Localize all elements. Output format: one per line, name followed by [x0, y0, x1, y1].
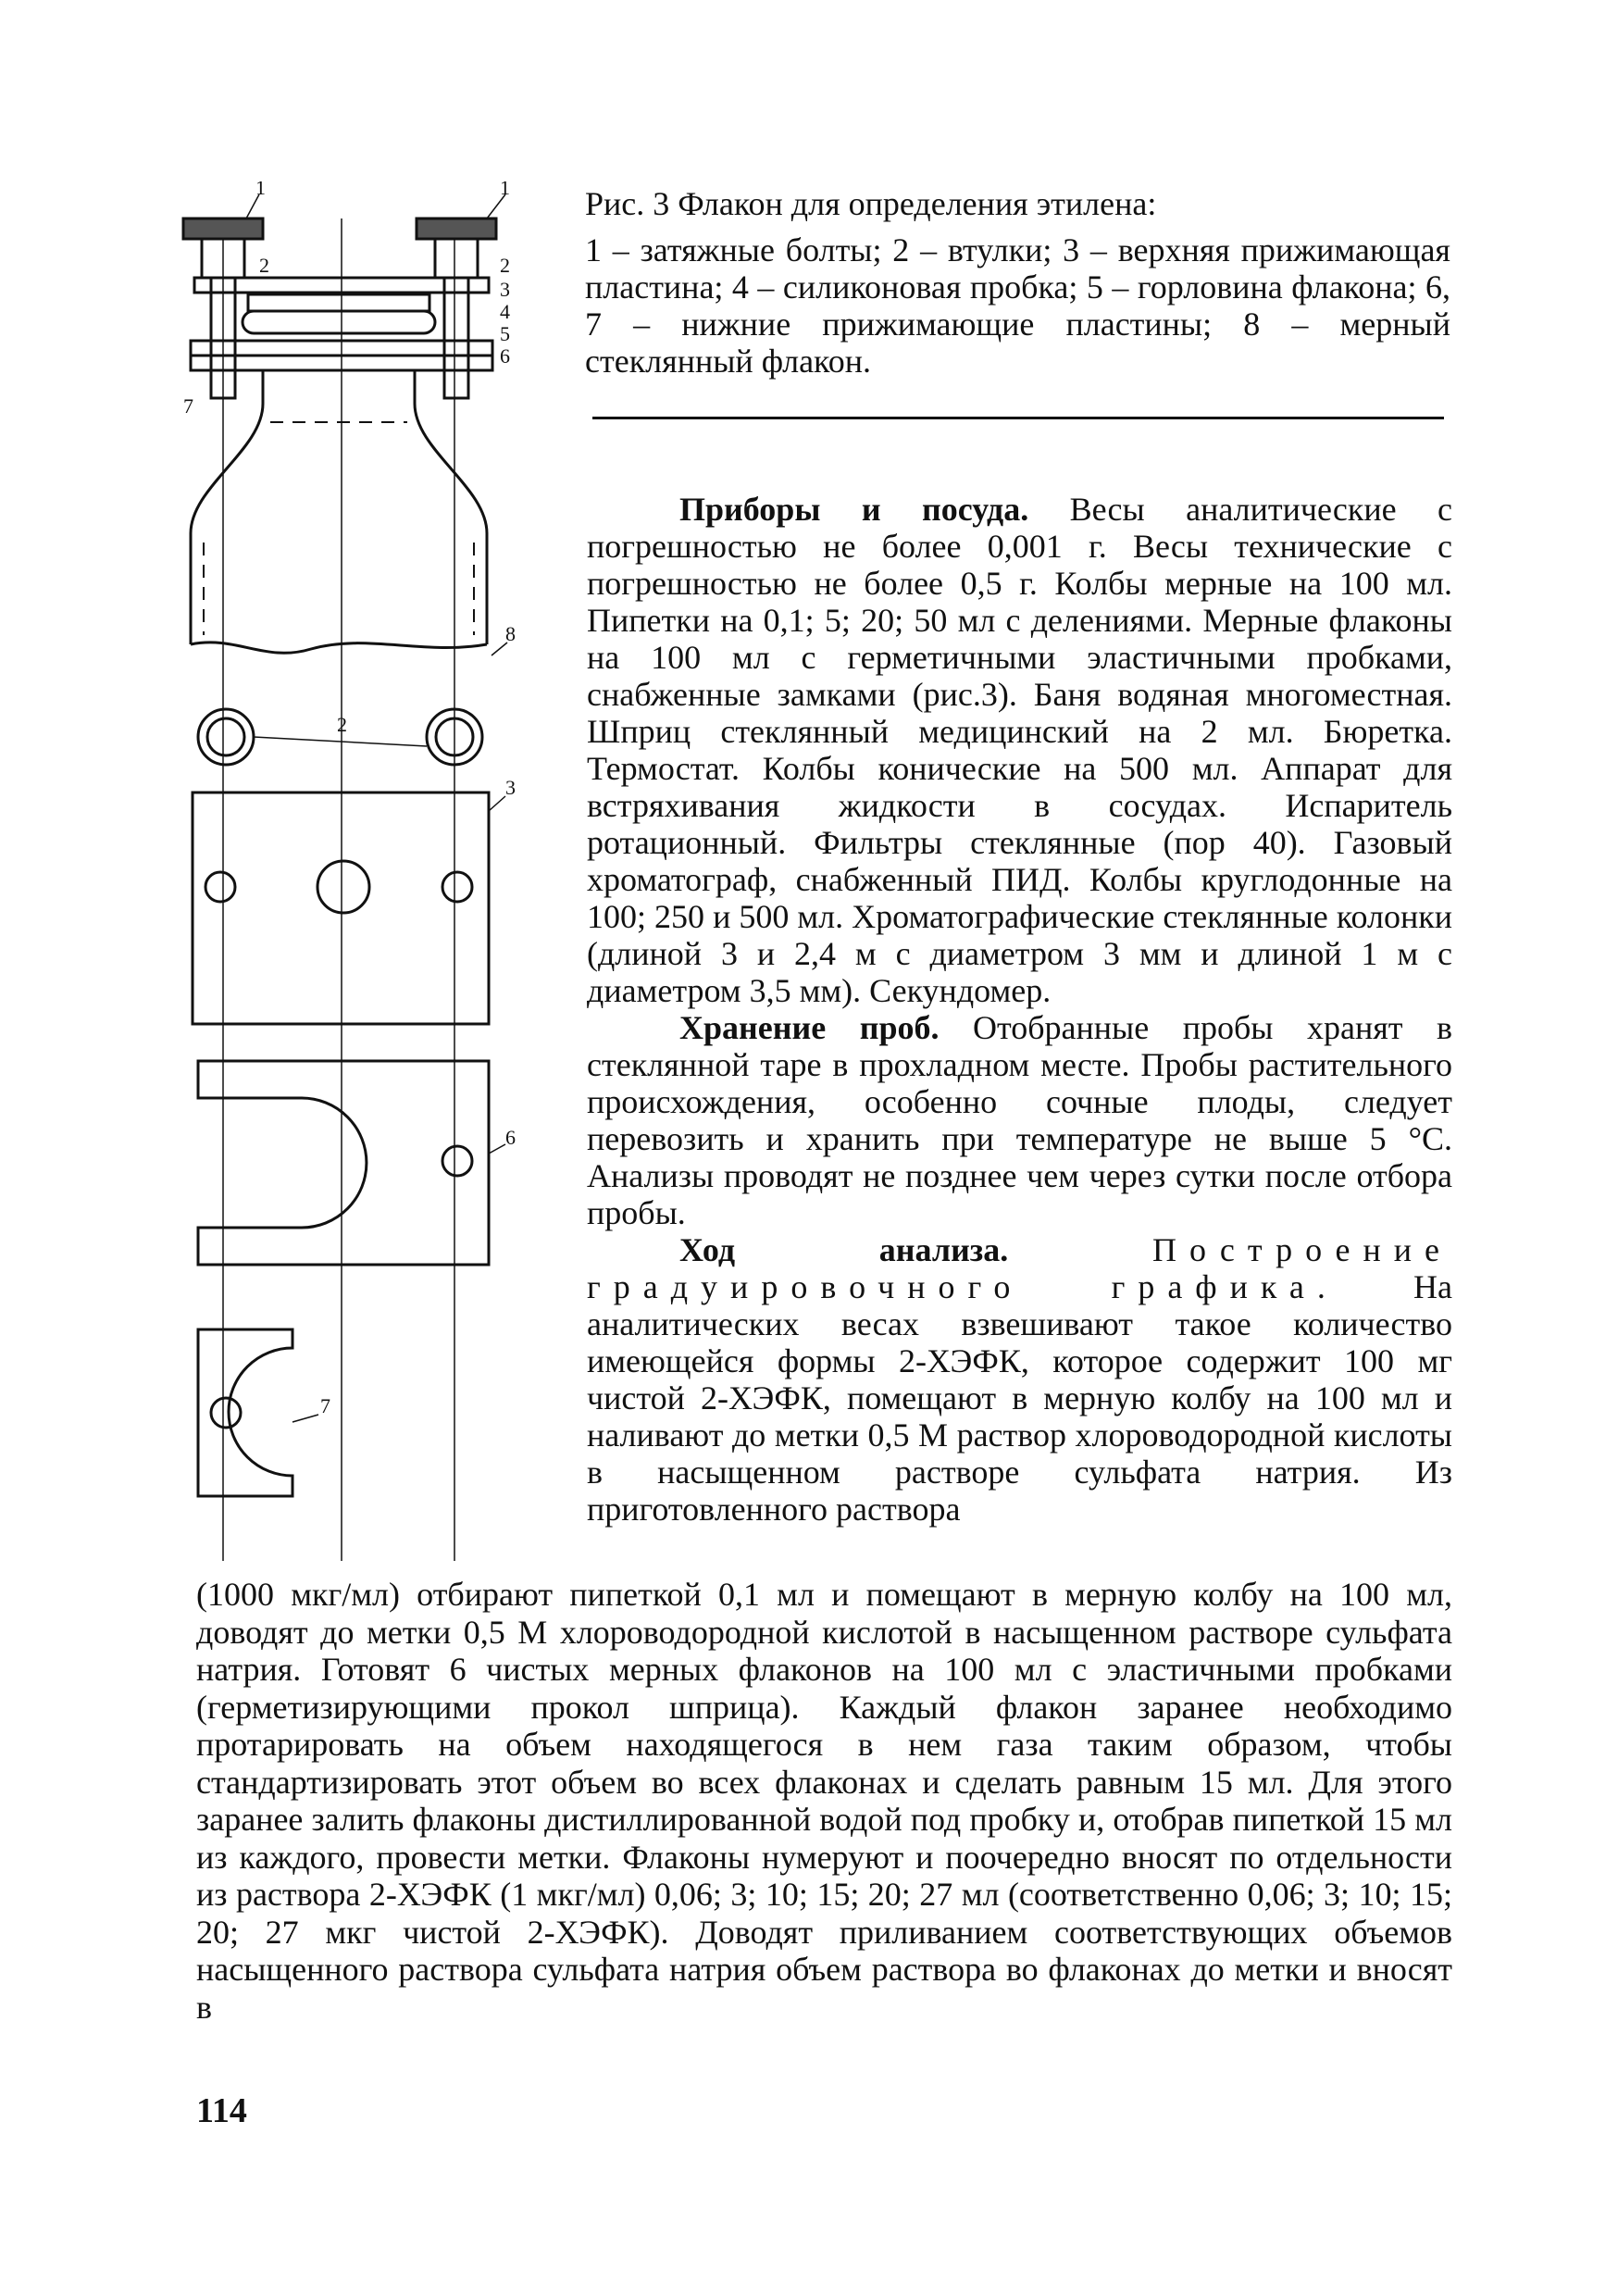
plate-3-hole-right: [442, 872, 472, 902]
equipment-text: Весы аналитические с погрешностью не более 0,001 г. Весы технические с погрешностью не более 0,5 г. Колбы мерные на 100 мл. Пипетки на 0,1; 5; 20; 50 мл с делениями. Мерные флаконы на 100 мл с герметичными эластичными пробками, снабженные замками (рис.3). Баня водяная многоместная. Шприц стеклянный медицинский на 2 мл. Бюретка. Термостат. Колбы конические на 500 мл. Аппарат для встряхивания жидкости в сосудах. Испаритель ротационный. Фильтры стеклянные (пор 40). Газовый хроматограф, снабженный ПИД. Колбы круглодонные на 100; 250 и 500 мл. Хроматографические стеклянные колонки (длиной 3 и 2,4 м с диаметром 3 мм и длиной 1 м с диаметром 3,5 мм). Секундомер.: [587, 491, 1453, 1009]
leader-6b: [489, 1144, 505, 1154]
vial-break-line: [191, 643, 487, 653]
label-3a: 3: [500, 278, 510, 301]
page-number: 114: [196, 2091, 247, 2130]
caption-title: Рис. 3 Флакон для определения этилена:: [585, 185, 1157, 222]
storage-text: Отобранные пробы хранят в стеклянной таре в прохладном месте. Пробы растительного происхождения, особенно сочные плоды, следует перевозить и хранить при температуре не выше 5 °С. Анализы проводят не позднее чем через сутки после отбора пробы.: [587, 1009, 1453, 1231]
plate-7-hole: [211, 1398, 241, 1428]
right-bushing: [435, 239, 478, 278]
analysis-text-full: (1000 мкг/мл) отбирают пипеткой 0,1 мл и помещают в мерную колбу на 100 мл, доводят до метки 0,5 М хлороводородной кислотой в насыщенном растворе сульфата натрия. Готовят 6 чистых мерных флаконов на 100 мл с эластичными пробками (герметизирующими прокол шприца). Каждый флакон заранее необходимо протарировать на объем находящегося в нем газа таким образом, чтобы стандартизировать этот объем во всех флаконах и сделать равным 15 мл. Для этого заранее залить флаконы дистиллированной водой под пробку и, отобрав пипеткой 15 мл из каждого, провести метки. Флаконы нумеруют и поочередно вносят по отдельности из раствора 2-ХЭФК (1 мкг/мл) 0,06; 3; 10; 15; 20; 27 мл (соответственно 0,06; 3; 10; 15; 20; 27 мкг чистой 2-ХЭФК). Доводят приливанием соответствующих объемов насыщенного раствора сульфата натрия объем раствора во флаконах до метки и вносят в: [196, 1576, 1452, 2026]
label-3b: 3: [505, 776, 516, 799]
label-2b: 2: [500, 254, 510, 277]
label-1a: 1: [255, 181, 266, 199]
right-bolt: [444, 278, 468, 398]
label-6b: 6: [505, 1126, 516, 1149]
storage-heading: Хранение проб.: [679, 1009, 940, 1046]
label-7b: 7: [320, 1394, 330, 1417]
caption-divider: [592, 417, 1444, 419]
figure-caption: [585, 185, 1450, 380]
silicone-stopper: [248, 294, 429, 311]
plate-6-view: [198, 1061, 489, 1265]
plate-3-hole-left: [205, 872, 235, 902]
label-7a: 7: [183, 394, 193, 418]
analysis-subheading: Построение градуировочного графика.: [587, 1231, 1453, 1305]
equipment-heading: Приборы и посуда.: [679, 491, 1029, 528]
analysis-text-narrow: На аналитических весах взвешивают такое количество имеющейся формы 2-ХЭФК, которое содержит 100 мг чистой 2-ХЭФК, помещают в мерную колбу на 100 мл и наливают до метки 0,5 М раствор хлороводородной кислоты в насыщенном растворе сульфата натрия. Из приготовленного раствора: [587, 1268, 1452, 1528]
right-cap: [417, 218, 496, 239]
vial-wall-dashes: [204, 543, 474, 635]
label-2a: 2: [259, 254, 269, 277]
bushing-inner-left: [207, 718, 244, 755]
leader-2c: [254, 737, 427, 746]
right-column-text: [587, 491, 1452, 1528]
leader-7b: [292, 1415, 318, 1422]
equipment-paragraph: [587, 491, 1452, 1009]
vial-neck: [243, 311, 435, 333]
vial-figure: [181, 181, 552, 1589]
label-4: 4: [500, 300, 510, 323]
label-1b: 1: [500, 181, 510, 199]
caption-legend: 1 – затяжные болты; 2 – втулки; 3 – верхняя прижимающая пластина; 4 – силиконовая пробка; 5 – горловина флакона; 6, 7 – нижние прижимающие пластины; 8 – мерный стеклянный флакон.: [585, 231, 1450, 380]
plate-3-view: [193, 792, 489, 1024]
plate-6-hole: [442, 1146, 472, 1176]
label-2c: 2: [337, 713, 347, 736]
storage-paragraph: [587, 1009, 1452, 1231]
analysis-heading: Ход анализа.: [679, 1231, 1009, 1268]
label-6a: 6: [500, 344, 510, 368]
left-cap: [183, 218, 263, 239]
label-8: 8: [505, 622, 516, 645]
label-5: 5: [500, 322, 510, 345]
analysis-paragraph: [587, 1231, 1452, 1528]
plate-3-hole-center: [317, 861, 369, 913]
vial-body-outline: [191, 370, 487, 644]
leader-3b: [489, 796, 505, 811]
